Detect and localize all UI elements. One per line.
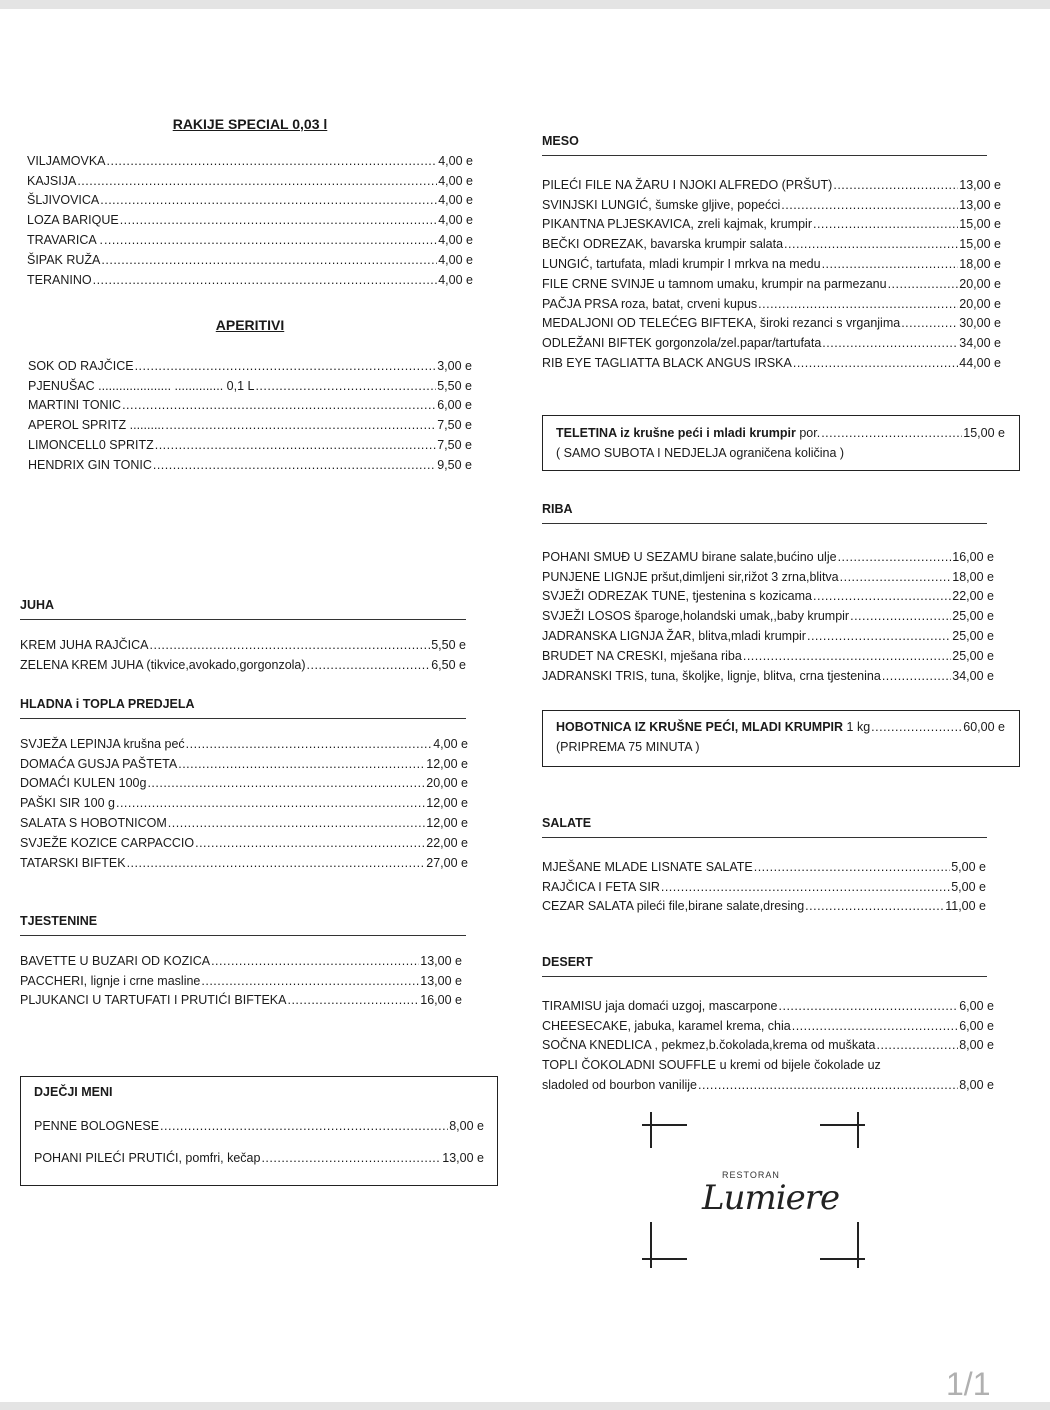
menu-list xyxy=(28,353,472,472)
item-price: 4,00 e xyxy=(438,272,473,287)
section-salate xyxy=(542,816,987,913)
item-name: POHANI PILEĆI PRUTIĆI, pomfri, kečap xyxy=(34,1151,261,1165)
item-price: 4,00 e xyxy=(438,252,473,267)
item-price: 20,00 e xyxy=(959,276,1001,291)
menu-item xyxy=(556,420,1005,440)
item-price: 8,00 e xyxy=(449,1119,484,1133)
item-name: ZELENA KREM JUHA (tikvice,avokado,gorgonzola) xyxy=(20,657,306,672)
menu-item xyxy=(542,350,1001,370)
menu-item xyxy=(542,231,1001,251)
menu-item xyxy=(27,207,473,227)
item-name: FILE CRNE SVINJE u tamnom umaku, krumpir na parmezanu xyxy=(542,276,887,291)
item-price: 16,00 e xyxy=(420,993,462,1008)
item-price: 34,00 e xyxy=(952,668,994,683)
dot-leader xyxy=(779,999,959,1013)
item-name: DOMAĆA GUSJA PAŠTETA xyxy=(20,756,178,771)
dot-leader xyxy=(307,658,431,672)
dot-leader xyxy=(150,638,431,652)
item-price: 8,00 e xyxy=(959,1078,994,1093)
item-price: 13,00 e xyxy=(420,973,462,988)
item-name: CEZAR SALATA pileći file,birane salate,dresing xyxy=(542,899,805,914)
dot-leader xyxy=(211,954,419,968)
dot-leader xyxy=(698,1078,958,1092)
section-juha xyxy=(20,598,466,672)
dot-leader xyxy=(758,297,958,311)
menu-item xyxy=(542,643,994,663)
item-price: 12,00 e xyxy=(426,756,468,771)
menu-item xyxy=(542,544,994,564)
logo-small-text: RESTORAN xyxy=(722,1170,780,1180)
menu-item xyxy=(27,227,473,247)
dot-leader xyxy=(160,1119,448,1133)
item-price: 30,00 e xyxy=(959,316,1001,331)
item-name: SVINJSKI LUNGIĆ, šumske gljive, popećci xyxy=(542,197,781,212)
item-name: TELETINA iz krušne peći i mladi krumpir por. xyxy=(556,426,821,440)
item-name: DOMAĆI KULEN 100g xyxy=(20,776,147,791)
menu-item xyxy=(28,373,472,393)
item-name: SOK OD RAJČICE xyxy=(28,358,134,373)
item-name: BEČKI ODREZAK, bavarska krumpir salata xyxy=(542,237,784,252)
section-title: SALATE xyxy=(542,816,987,838)
item-name: ODLEŽANI BIFTEK gorgonzola/zel.papar/tartufata xyxy=(542,336,822,351)
item-price: 5,50 e xyxy=(431,637,466,652)
menu-item xyxy=(542,623,994,643)
menu-list xyxy=(542,172,1001,370)
item-name: TRAVARICA . xyxy=(27,232,103,247)
dot-leader xyxy=(100,193,437,207)
dot-leader xyxy=(178,757,425,771)
menu-item xyxy=(542,874,986,894)
item-price: 7,50 e xyxy=(437,437,472,452)
menu-item xyxy=(542,1072,994,1092)
menu-item xyxy=(542,311,1001,331)
menu-list xyxy=(542,993,994,1052)
item-note: ( SAMO SUBOTA I NEDJELJA ograničena količina ) xyxy=(556,446,845,460)
kids-menu-box xyxy=(20,1076,498,1186)
dot-leader xyxy=(661,880,950,894)
item-name: SVJEŽI LOSOS šparoge,holandski umak,,baby krumpir xyxy=(542,609,850,624)
item-name: sladoled od bourbon vanilije xyxy=(542,1078,697,1093)
item-price: 25,00 e xyxy=(952,609,994,624)
item-name: PLJUKANCI U TARTUFATI I PRUTIĆI BIFTEKA xyxy=(20,993,287,1008)
page-indicator: 1/1 xyxy=(946,1366,991,1402)
menu-item xyxy=(34,1145,484,1165)
dot-leader xyxy=(165,418,436,432)
menu-item xyxy=(20,652,466,672)
logo-frame-corner xyxy=(650,1112,652,1148)
dot-leader xyxy=(793,356,958,370)
item-price: 13,00 e xyxy=(442,1151,484,1165)
menu-item xyxy=(542,1013,994,1033)
logo-wordmark: Lumiere xyxy=(702,1178,840,1218)
item-name: KREM JUHA RAJČICA xyxy=(20,637,149,652)
dot-leader xyxy=(901,316,958,330)
viewer-top-bar xyxy=(0,0,1050,9)
section-predjela xyxy=(20,697,466,870)
item-price: 25,00 e xyxy=(952,648,994,663)
dot-leader xyxy=(101,253,437,267)
menu-item xyxy=(556,714,1005,734)
item-name: MARTINI TONIC xyxy=(28,398,122,413)
item-name: RIB EYE TAGLIATTA BLACK ANGUS IRSKA xyxy=(542,355,792,370)
item-price: 13,00 e xyxy=(959,197,1001,212)
dot-leader xyxy=(135,359,437,373)
menu-item xyxy=(27,267,473,287)
item-name: TIRAMISU jaja domaći uzgoj, mascarpone xyxy=(542,998,778,1013)
menu-item xyxy=(20,790,468,810)
item-name: BAVETTE U BUZARI OD KOZICA xyxy=(20,953,211,968)
menu-list xyxy=(20,731,468,870)
menu-item xyxy=(28,353,472,373)
item-name: PAČJA PRSA roza, batat, crveni kupus xyxy=(542,296,758,311)
item-price: 20,00 e xyxy=(426,776,468,791)
menu-item xyxy=(542,894,986,914)
section-title: DJEČJI MENI xyxy=(34,1085,113,1099)
menu-item xyxy=(27,148,473,168)
menu-item xyxy=(28,452,472,472)
item-price: 4,00 e xyxy=(438,213,473,228)
menu-list xyxy=(34,1113,484,1165)
item-name: PJENUŠAC ..................... .............. 0,1 L xyxy=(28,378,255,393)
logo-frame-corner xyxy=(642,1124,687,1126)
item-name: PENNE BOLOGNESE xyxy=(34,1119,160,1133)
menu-list xyxy=(20,632,466,672)
item-price: 60,00 e xyxy=(963,720,1005,734)
item-name: MJEŠANE MLADE LISNATE SALATE xyxy=(542,859,753,874)
dot-leader xyxy=(155,438,437,452)
item-price: 16,00 e xyxy=(952,549,994,564)
logo-frame-corner xyxy=(857,1222,859,1268)
item-name: CHEESECAKE, jabuka, karamel krema, chia xyxy=(542,1018,791,1033)
restaurant-logo xyxy=(642,1112,867,1272)
dot-leader xyxy=(261,1151,441,1165)
item-name: RAJČICA I FETA SIR xyxy=(542,879,660,894)
menu-list xyxy=(542,544,994,683)
item-price: 8,00 e xyxy=(959,1038,994,1053)
dot-leader xyxy=(850,609,951,623)
dot-leader xyxy=(871,720,962,734)
menu-item xyxy=(34,1113,484,1133)
menu-item xyxy=(542,172,1001,192)
menu-item xyxy=(542,584,994,604)
item-name: PUNJENE LIGNJE pršut,dimljeni sir,rižot 3 zrna,blitva xyxy=(542,569,839,584)
section-title: RIBA xyxy=(542,502,987,524)
item-price: 13,00 e xyxy=(959,177,1001,192)
menu-item xyxy=(28,393,472,413)
dot-leader xyxy=(168,816,425,830)
dot-leader xyxy=(153,458,436,472)
item-name-line: TOPLI ČOKOLADNI SOUFFLE u kremi od bijele čokolade uz xyxy=(542,1058,881,1073)
dot-leader xyxy=(754,860,951,874)
viewer-bottom-bar xyxy=(0,1402,1050,1410)
dot-leader xyxy=(201,974,419,988)
dot-leader xyxy=(813,217,958,231)
menu-item xyxy=(20,850,468,870)
menu-item xyxy=(27,247,473,267)
dot-leader xyxy=(833,178,958,192)
item-name: LOZA BARIQUE xyxy=(27,213,119,228)
item-price: 44,00 e xyxy=(959,355,1001,370)
dot-leader xyxy=(743,649,951,663)
menu-item xyxy=(20,810,468,830)
logo-frame-corner xyxy=(857,1112,859,1148)
item-price: 6,50 e xyxy=(431,657,466,672)
dot-leader xyxy=(127,856,426,870)
teletina-box xyxy=(542,415,1020,471)
dot-leader xyxy=(195,836,425,850)
item-price: 25,00 e xyxy=(952,628,994,643)
item-price: 4,00 e xyxy=(433,736,468,751)
item-name: PIKANTNA PLJESKAVICA, zreli kajmak, krumpir xyxy=(542,217,812,232)
menu-item xyxy=(28,432,472,452)
dot-leader xyxy=(822,336,958,350)
dot-leader xyxy=(822,257,959,271)
item-price: 6,00 e xyxy=(437,398,472,413)
item-name: LUNGIĆ, tartufata, mladi krumpir I mrkva na medu xyxy=(542,256,821,271)
item-name: PACCHERI, lignje i crne masline xyxy=(20,973,201,988)
menu-item xyxy=(20,988,462,1008)
dot-leader xyxy=(120,213,438,227)
logo-frame-corner xyxy=(650,1222,652,1268)
item-price: 9,50 e xyxy=(437,457,472,472)
menu-item xyxy=(27,188,473,208)
item-price: 7,50 e xyxy=(437,418,472,433)
item-price: 34,00 e xyxy=(959,336,1001,351)
dot-leader xyxy=(821,426,962,440)
item-price: 22,00 e xyxy=(426,835,468,850)
item-price: 4,00 e xyxy=(438,153,473,168)
section-rakije xyxy=(27,116,473,287)
section-title: DESERT xyxy=(542,955,987,977)
menu-item xyxy=(27,168,473,188)
item-name: HENDRIX GIN TONIC xyxy=(28,457,152,472)
menu-item xyxy=(28,412,472,432)
item-price: 11,00 e xyxy=(945,899,986,914)
menu-list xyxy=(27,148,473,287)
item-name: SOČNA KNEDLICA , pekmez,b.čokolada,krema od muškata xyxy=(542,1038,876,1053)
item-price: 27,00 e xyxy=(426,855,468,870)
menu-item xyxy=(542,993,994,1013)
section-title: RAKIJE SPECIAL 0,03 l xyxy=(172,116,328,132)
dot-leader xyxy=(93,273,438,287)
section-tjestenine xyxy=(20,914,466,1007)
dot-leader xyxy=(813,589,951,603)
menu-item xyxy=(20,771,468,791)
menu-item xyxy=(542,854,986,874)
dot-leader xyxy=(784,237,958,251)
section-title: TJESTENINE xyxy=(20,914,466,936)
item-price: 18,00 e xyxy=(959,256,1001,271)
item-name: HOBOTNICA IZ KRUŠNE PEĆI, MLADI KRUMPIR 1 kg xyxy=(556,720,871,734)
item-name: KAJSIJA xyxy=(27,173,77,188)
menu-item xyxy=(20,830,468,850)
item-name: POHANI SMUĐ U SEZAMU birane salate,bućino ulje xyxy=(542,549,837,564)
menu-item xyxy=(542,330,1001,350)
dot-leader xyxy=(840,570,952,584)
item-name: SALATA S HOBOTNICOM xyxy=(20,815,167,830)
item-name: JADRANSKA LIGNJA ŽAR, blitva,mladi krumpir xyxy=(542,628,806,643)
dot-leader xyxy=(107,154,438,168)
dot-leader xyxy=(186,737,433,751)
item-name: PAŠKI SIR 100 g xyxy=(20,796,115,811)
menu-list xyxy=(542,854,986,913)
logo-frame-corner xyxy=(820,1258,865,1260)
item-name: APEROL SPRITZ .......... xyxy=(28,418,165,433)
item-name: BRUDET NA CRESKI, mješana riba xyxy=(542,648,742,663)
menu-item xyxy=(20,948,462,968)
item-name: JADRANSKI TRIS, tuna, školjke, lignje, blitva, crna tjestenina xyxy=(542,668,881,683)
section-title: HLADNA i TOPLA PREDJELA xyxy=(20,697,466,719)
item-name: SVJEŽI ODREZAK TUNE, tjestenina s kozicama xyxy=(542,589,812,604)
item-price: 5,00 e xyxy=(951,859,986,874)
menu-list xyxy=(20,948,462,1007)
item-price: 20,00 e xyxy=(959,296,1001,311)
dot-leader xyxy=(838,550,952,564)
item-price: 18,00 e xyxy=(952,569,994,584)
menu-item xyxy=(20,968,462,988)
section-title: JUHA xyxy=(20,598,466,620)
item-name: ŠLJIVOVICA xyxy=(27,193,100,208)
section-title: MESO xyxy=(542,134,987,156)
dot-leader xyxy=(876,1038,958,1052)
item-price: 13,00 e xyxy=(420,953,462,968)
item-price: 3,00 e xyxy=(437,358,472,373)
section-riba xyxy=(542,502,994,683)
menu-item xyxy=(20,731,468,751)
item-price: 15,00 e xyxy=(959,217,1001,232)
item-price: 22,00 e xyxy=(952,589,994,604)
dot-leader xyxy=(287,993,419,1007)
section-desert xyxy=(542,955,994,1093)
item-name: SVJEŽE KOZICE CARPACCIO xyxy=(20,835,195,850)
item-price: 12,00 e xyxy=(426,796,468,811)
menu-item xyxy=(542,291,1001,311)
logo-frame-corner xyxy=(820,1124,865,1126)
item-price: 4,00 e xyxy=(438,232,473,247)
item-price: 4,00 e xyxy=(438,173,473,188)
section-title: APERITIVI xyxy=(215,317,285,333)
item-price: 15,00 e xyxy=(963,426,1005,440)
menu-item xyxy=(542,251,1001,271)
hobotnica-box xyxy=(542,710,1020,767)
item-price: 5,50 e xyxy=(437,378,472,393)
item-price: 6,00 e xyxy=(959,1018,994,1033)
item-name: TATARSKI BIFTEK xyxy=(20,855,126,870)
menu-item xyxy=(542,603,994,623)
dot-leader xyxy=(882,669,951,683)
section-aperitivi xyxy=(28,317,472,472)
item-price: 12,00 e xyxy=(426,815,468,830)
item-name: VILJAMOVKA xyxy=(27,153,106,168)
item-name: TERANINO xyxy=(27,272,92,287)
dot-leader xyxy=(147,776,425,790)
dot-leader xyxy=(104,233,437,247)
dot-leader xyxy=(805,899,944,913)
menu-item xyxy=(542,663,994,683)
dot-leader xyxy=(888,277,959,291)
item-price: 4,00 e xyxy=(438,193,473,208)
dot-leader xyxy=(116,796,425,810)
item-price: 5,00 e xyxy=(951,879,986,894)
dot-leader xyxy=(781,198,958,212)
logo-frame-corner xyxy=(642,1258,687,1260)
item-name: LIMONCELL0 SPRITZ xyxy=(28,437,154,452)
section-meso xyxy=(542,134,1001,370)
dot-leader xyxy=(255,379,436,393)
item-name: SVJEŽA LEPINJA krušna peć xyxy=(20,736,185,751)
item-price: 6,00 e xyxy=(959,998,994,1013)
dot-leader xyxy=(792,1019,959,1033)
item-note: (PRIPREMA 75 MINUTA ) xyxy=(556,740,700,754)
item-price: 15,00 e xyxy=(959,237,1001,252)
menu-item xyxy=(542,1033,994,1053)
menu-item xyxy=(542,192,1001,212)
dot-leader xyxy=(807,629,951,643)
item-name: ŠIPAK RUŽA xyxy=(27,252,101,267)
menu-item xyxy=(542,212,1001,232)
item-name: MEDALJONI OD TELEĆEG BIFTEKA, široki rezanci s vrganjima xyxy=(542,316,901,331)
menu-item xyxy=(542,564,994,584)
item-name: PILEĆI FILE NA ŽARU I NJOKI ALFREDO (PRŠUT) xyxy=(542,177,833,192)
menu-item xyxy=(542,271,1001,291)
dot-leader xyxy=(77,174,437,188)
menu-item xyxy=(20,751,468,771)
dot-leader xyxy=(122,398,436,412)
menu-item xyxy=(20,632,466,652)
